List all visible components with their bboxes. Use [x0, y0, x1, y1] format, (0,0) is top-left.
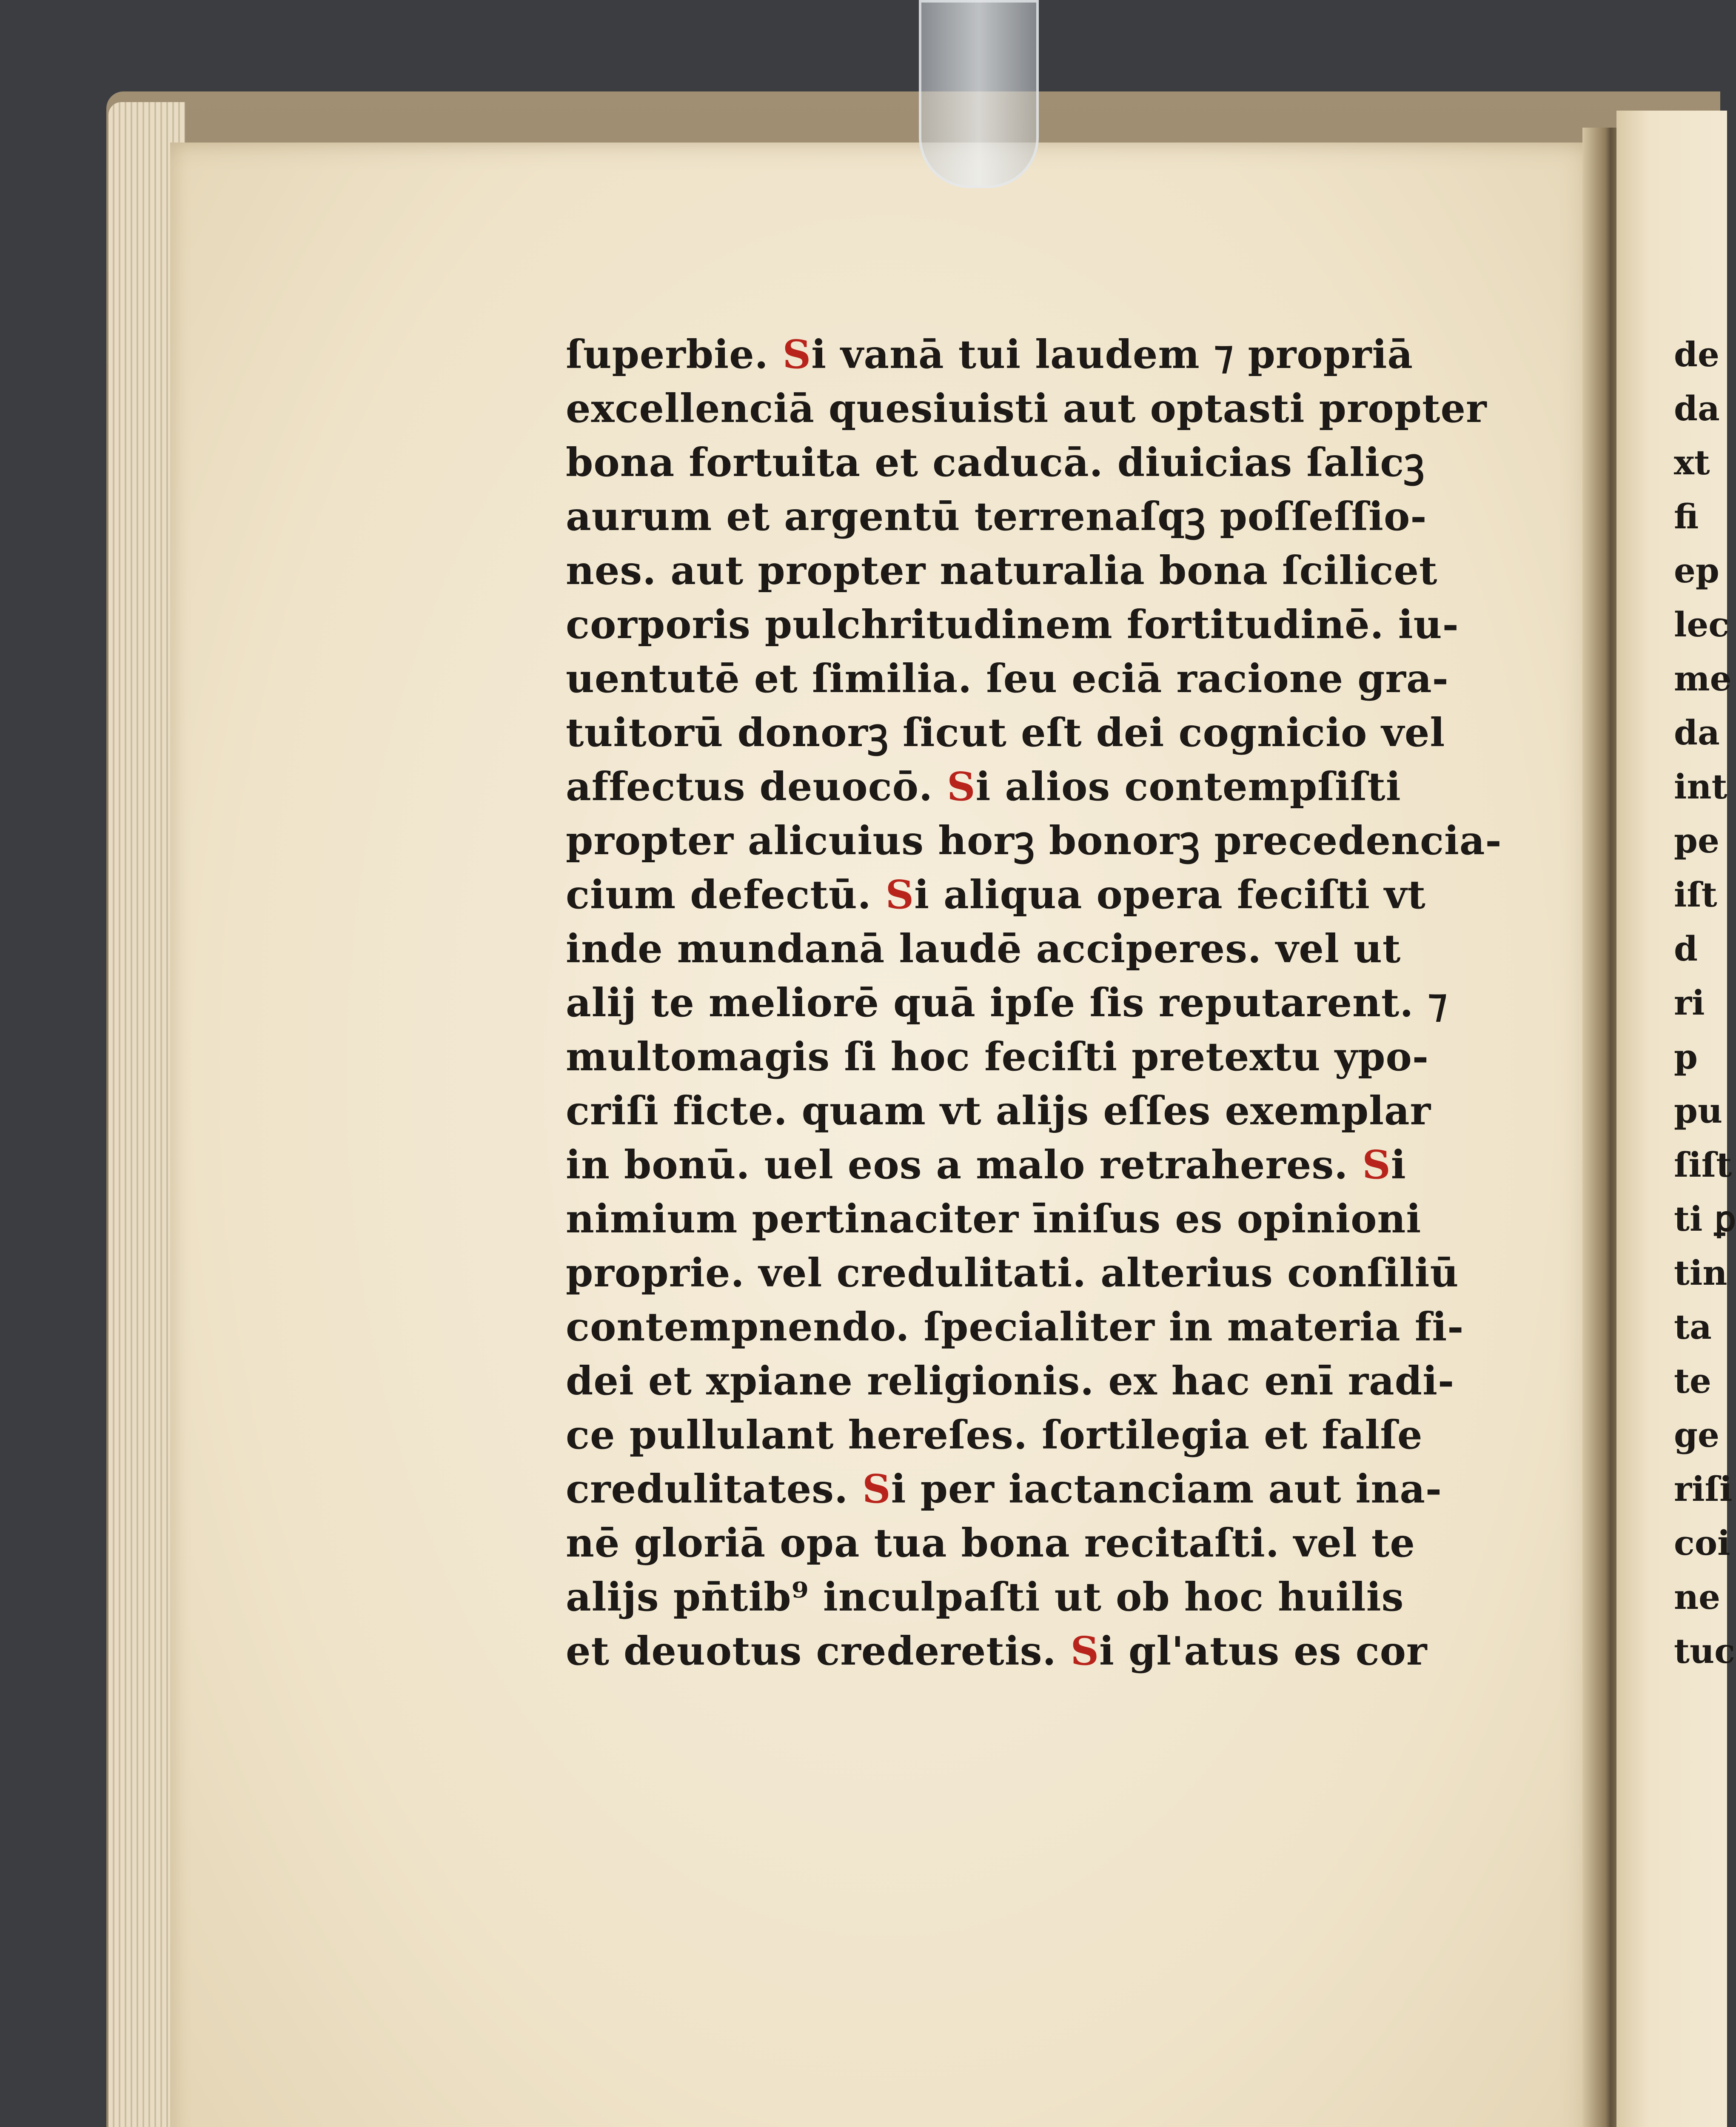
right-page-line: lec [1674, 604, 1729, 644]
text-segment: tuitorū donorꝫ ſicut eſt dei cognicio vel [566, 710, 1445, 756]
rubricated-initial: S [1362, 1142, 1391, 1188]
right-page-line: p [1674, 1037, 1698, 1077]
right-page-line: fi [1674, 496, 1699, 536]
rubricated-initial: S [947, 764, 976, 810]
text-line [566, 1624, 1434, 1678]
text-segment: proprie. vel credulitati. alterius conſiliū [566, 1250, 1459, 1296]
text-segment: i alios contempſiſti [975, 764, 1401, 810]
page-text [566, 328, 1502, 1678]
text-segment: i gl'atus es cor [1099, 1628, 1428, 1674]
text-line [566, 814, 1502, 868]
top-page-clip [919, 0, 1039, 188]
text-line [566, 706, 1445, 760]
right-page-line: tuc [1674, 1631, 1735, 1671]
rubricated-initial: S [1070, 1628, 1100, 1674]
right-page-line: int [1674, 767, 1727, 807]
text-line [566, 1570, 1434, 1624]
right-page-line: ri [1674, 983, 1705, 1023]
text-segment: affectus deuocō. [566, 764, 947, 810]
text-segment: criſi ficte. quam vt alijs eſſes exemplar [566, 1088, 1431, 1134]
right-page-line: ſiſt [1674, 1145, 1732, 1185]
right-page-line: tin [1674, 1253, 1727, 1293]
text-line [566, 1300, 1464, 1354]
text-segment: inde mundanā laudē acciperes. vel ut [566, 926, 1401, 972]
text-line [566, 436, 1434, 490]
right-page-line: d [1674, 929, 1698, 969]
text-line [566, 1138, 1434, 1192]
text-segment: contempnendo. ſpecialiter in materia fi- [566, 1304, 1464, 1350]
text-segment: cium defectū. [566, 872, 886, 918]
text-segment: nē gloriā opa tua bona recitaſti. vel te [566, 1520, 1415, 1566]
right-page-line: ti ꝑ [1674, 1199, 1736, 1239]
text-segment: ſuperbie. [566, 331, 783, 377]
right-page-line: da [1674, 388, 1720, 428]
text-line [566, 1354, 1455, 1408]
text-line [566, 328, 1434, 382]
text-line [566, 760, 1434, 814]
text-line [566, 1030, 1434, 1084]
text-segment: ce pullulant hereſes. ſortilegia et falſe [566, 1412, 1423, 1458]
rubricated-initial: S [862, 1466, 891, 1512]
rubricated-initial: S [885, 872, 915, 918]
right-page-line: riſi [1674, 1469, 1733, 1509]
text-segment: alijs pn̄tib⁹ inculpaſti ut ob hoc huilis [566, 1574, 1404, 1620]
text-line [566, 490, 1434, 544]
right-page-line: coi [1674, 1523, 1730, 1563]
text-line [566, 544, 1438, 598]
text-line [566, 1246, 1459, 1300]
text-segment: i per iactanciam aut ina- [891, 1466, 1442, 1512]
text-segment: dei et xpiane religionis. ex hac enī radi- [566, 1358, 1455, 1404]
text-line [566, 1516, 1434, 1570]
right-page-line: ta [1674, 1307, 1712, 1347]
text-segment: excellenciā quesiuisti aut optasti propter [566, 385, 1487, 431]
text-line [566, 868, 1434, 922]
rubricated-initial: S [782, 331, 812, 377]
right-page-line: ne [1674, 1577, 1721, 1617]
right-page-line: pu [1674, 1091, 1723, 1131]
right-page-line: pe [1674, 821, 1719, 861]
text-segment: in bonū. uel eos a malo retraheres. [566, 1142, 1363, 1188]
right-page-line: ep [1674, 550, 1719, 590]
right-page-line: xt [1674, 442, 1710, 482]
right-page-line: te [1674, 1361, 1711, 1401]
right-page-line: ge [1674, 1415, 1719, 1455]
text-line [566, 976, 1448, 1030]
text-line [566, 1408, 1434, 1462]
text-segment: i vanā tui laudem ⁊ propriā [811, 331, 1414, 377]
right-page-text [1674, 328, 1736, 1678]
right-page-line: da [1674, 713, 1720, 753]
text-line [566, 598, 1459, 652]
text-segment: et deuotus crederetis. [566, 1628, 1071, 1674]
text-segment: alij te meliorē quā ipſe ſis reputarent. ⁊ [566, 980, 1448, 1026]
right-page-line: iſt [1674, 875, 1717, 915]
text-segment: propter alicuius horꝫ bonorꝫ precedencia- [566, 818, 1502, 864]
text-segment: credulitates. [566, 1466, 863, 1512]
text-line [566, 922, 1434, 976]
text-line [566, 1084, 1434, 1138]
right-page-line: de [1674, 334, 1719, 374]
text-line [566, 1462, 1442, 1516]
text-line [566, 652, 1449, 706]
text-segment: i aliqua opera feciſti vt [914, 872, 1426, 918]
text-segment: i [1391, 1142, 1406, 1188]
text-segment: aurum et argentū terrenaſqꝫ poſſeſſio- [566, 493, 1427, 539]
text-segment: multomagis ſi hoc feciſti pretextu ypo- [566, 1034, 1429, 1080]
text-segment: corporis pulchritudinem fortitudinē. iu- [566, 602, 1459, 647]
text-line [566, 382, 1487, 436]
right-page-line: me [1674, 659, 1732, 699]
text-segment: nes. aut propter naturalia bona ſcilicet [566, 547, 1438, 593]
text-segment: nimium pertinaciter īniſus es opinioni [566, 1196, 1422, 1242]
text-segment: uentutē et ſimilia. ſeu eciā racione gra- [566, 656, 1449, 701]
text-line [566, 1192, 1434, 1246]
text-segment: bona fortuita et caducā. diuicias ſalicꝫ [566, 439, 1425, 485]
